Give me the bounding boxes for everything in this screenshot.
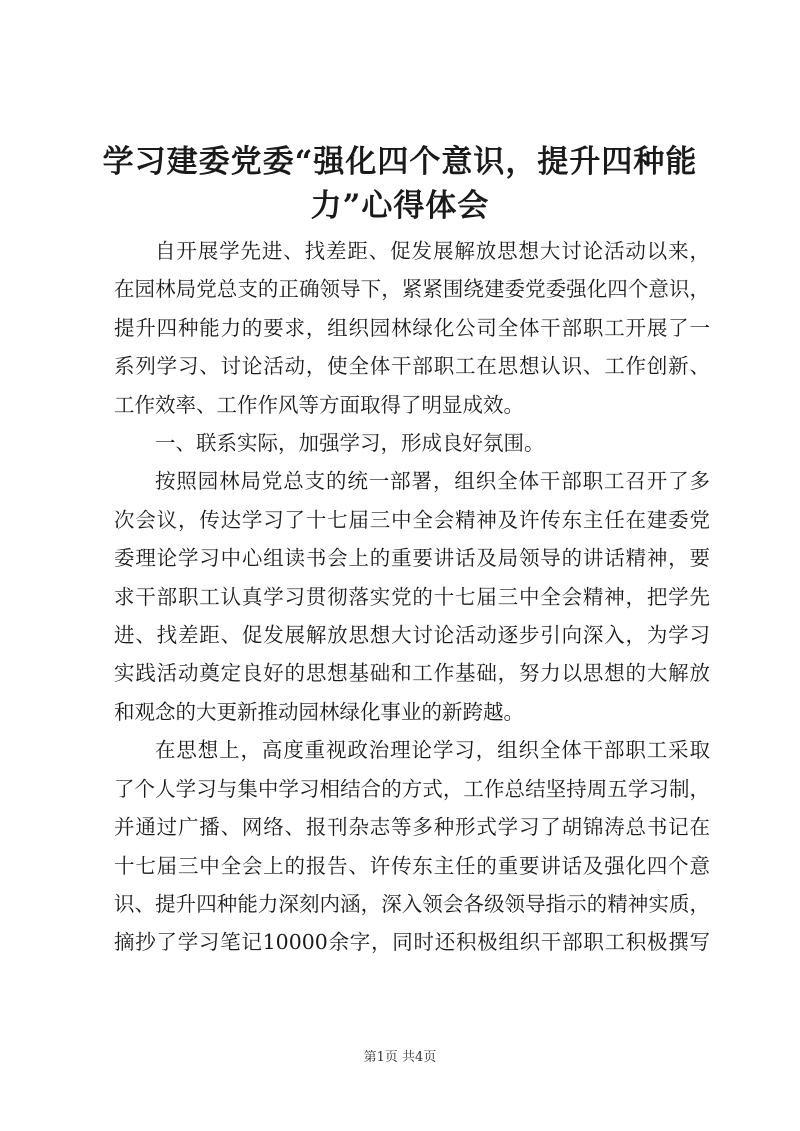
document-body [114,232,710,962]
text-line: 实践活动奠定良好的思想基础和工作基础，努力以思想的大解放 [114,661,710,686]
text-line: 求干部职工认真学习贯彻落实党的十七届三中全会精神，把学先 [114,584,710,609]
text-line: 并通过广播、网络、报刊杂志等多种形式学习了胡锦涛总书记在 [114,815,710,840]
text-line: 识、提升四种能力深刻内涵，深入领会各级领导指示的精神实质， [114,891,710,916]
text-line: 十七届三中全会上的报告、许传东主任的重要讲话及强化四个意 [114,853,710,878]
text-line: 次会议，传达学习了十七届三中全会精神及许传东主任在建委党 [114,507,710,532]
text-line: 在思想上，高度重视政治理论学习，组织全体干部职工采取 [155,738,710,763]
text-line: 摘抄了学习笔记10000余字，同时还积极组织干部职工积极撰写 [114,930,710,955]
title-line-2: 力”心得体会 [310,188,490,224]
text-line: 和观念的大更新推动园林绿化事业的新跨越。 [114,699,524,724]
title-line-1: 学习建委党委“强化四个意识，提升四种能 [102,144,698,180]
text-line: 在园林局党总支的正确领导下，紧紧围绕建委党委强化四个意识， [114,277,710,302]
text-line: 按照园林局党总支的统一部署，组织全体干部职工召开了多 [155,469,710,494]
text-line: 自开展学先进、找差距、促发展解放思想大讨论活动以来， [155,239,710,263]
page-footer: 第1页 共4页 [363,1050,437,1065]
text-line: 提升四种能力的要求，组织园林绿化公司全体干部职工开展了一 [114,315,710,340]
text-line: 了个人学习与集中学习相结合的方式，工作总结坚持周五学习制， [114,776,710,801]
text-line: 进、找差距、促发展解放思想大讨论活动逐步引向深入，为学习 [114,623,710,648]
text-line: 委理论学习中心组读书会上的重要讲话及局领导的讲话精神，要 [114,546,710,571]
text-line: 工作效率、工作作风等方面取得了明显成效。 [114,392,524,417]
text-line: 系列学习、讨论活动，使全体干部职工在思想认识、工作创新、 [114,354,710,379]
section-heading: 一、联系实际，加强学习，形成良好氛围。 [155,431,545,456]
document-title [100,140,700,228]
